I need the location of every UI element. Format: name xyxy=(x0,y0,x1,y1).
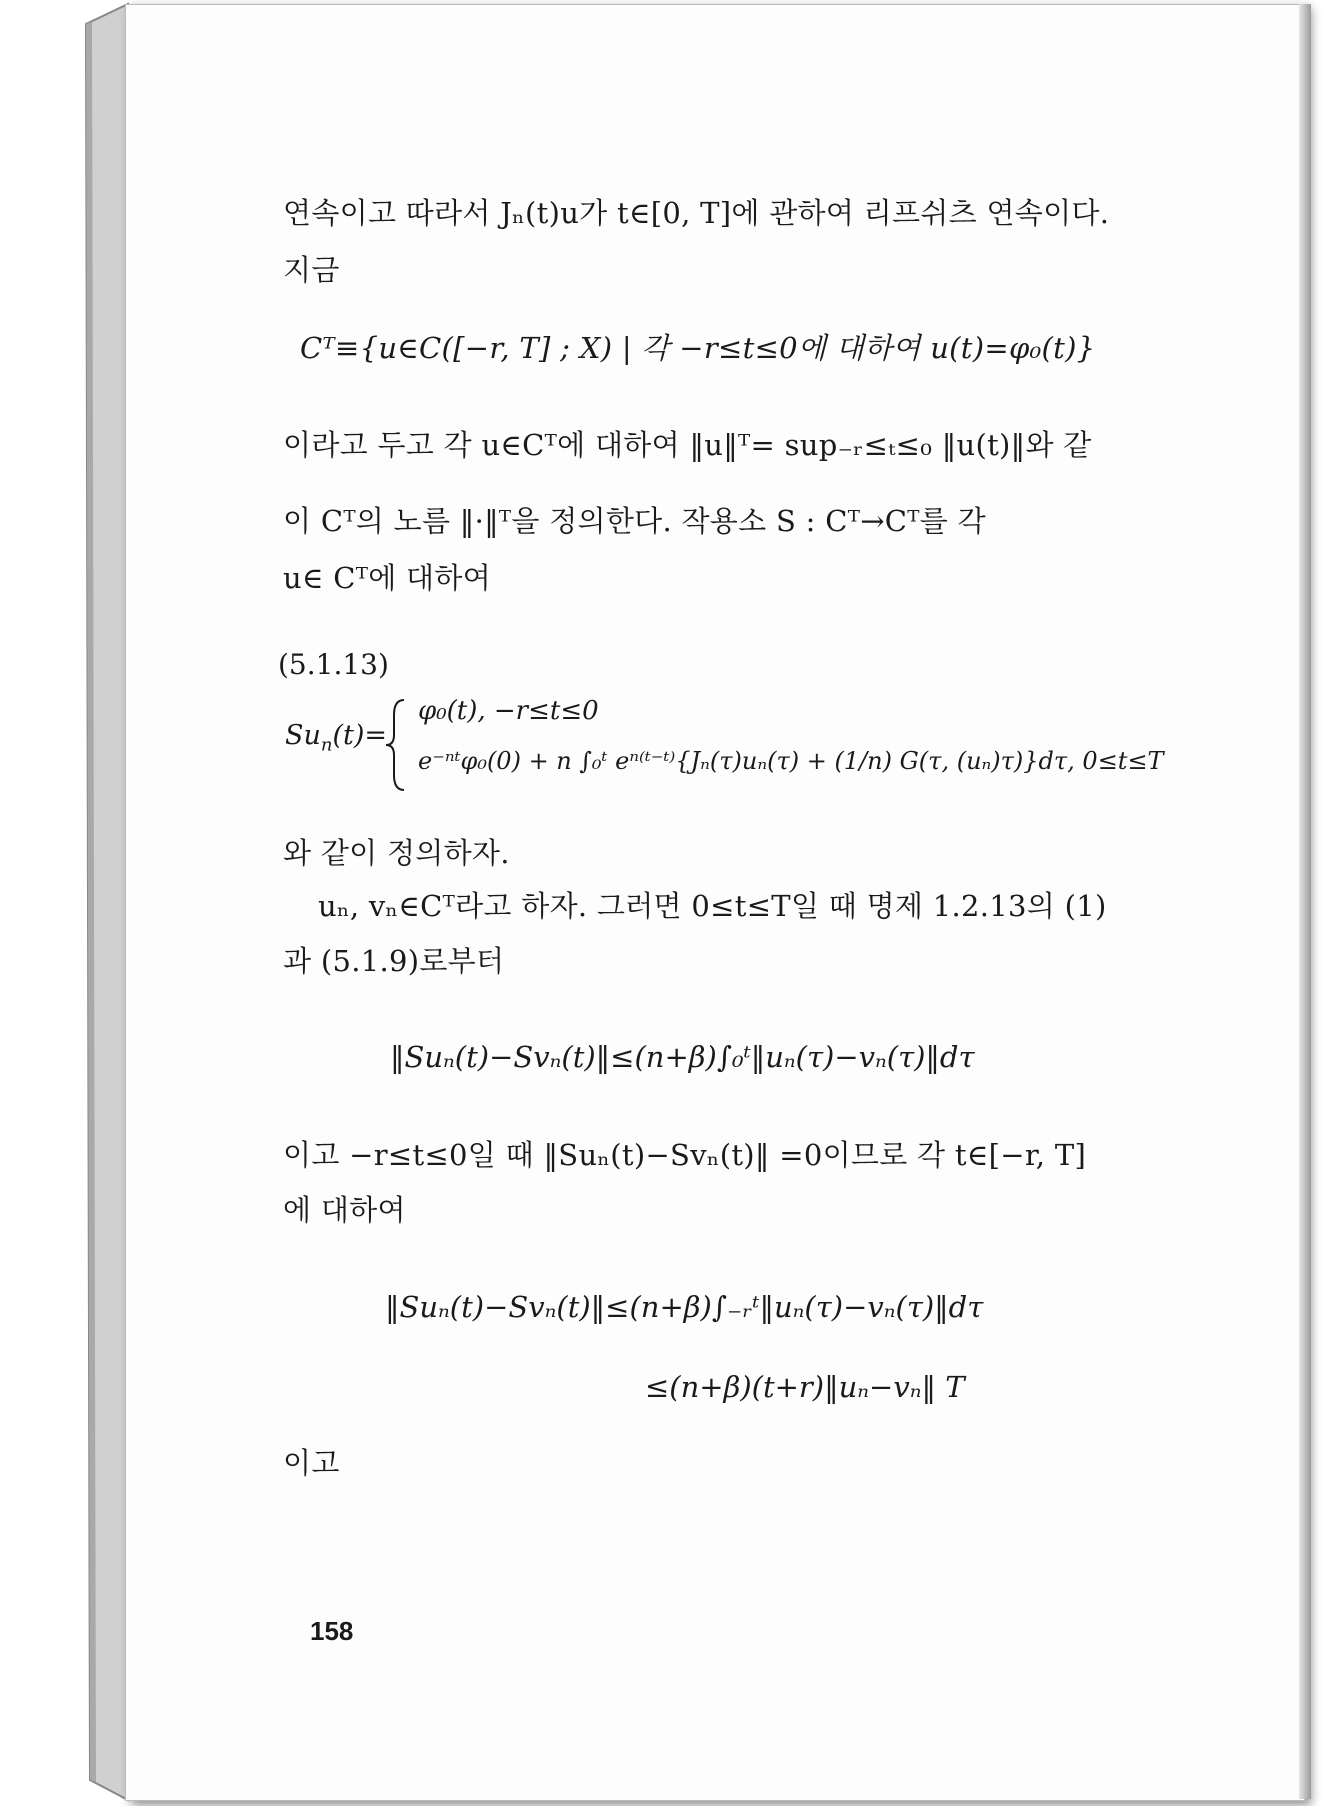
equation-ct-definition: Cᵀ≡{u∈C([−r, T] ; X) | 각 −r≤t≤0에 대하여 u(t)=φ₀(t)} xyxy=(300,331,1096,365)
equation-number: (5.1.13) xyxy=(278,648,389,681)
text-line-11: 이고 xyxy=(283,1446,340,1480)
text-line-7: uₙ, vₙ∈Cᵀ라고 하자. 그러면 0≤t≤T일 때 명제 1.2.13의 (1) xyxy=(318,889,1107,923)
equation-su-case-1: φ₀(t), −r≤t≤0 xyxy=(418,696,599,726)
text-line-2: 지금 xyxy=(283,253,340,287)
equation-inequality-1: ‖Suₙ(t)−Svₙ(t)‖≤(n+β)∫₀ᵗ‖uₙ(τ)−vₙ(τ)‖dτ xyxy=(390,1040,975,1074)
page-number: 158 xyxy=(310,1616,354,1646)
text-line-1: 연속이고 따라서 Jₙ(t)u가 t∈[0, T]에 관하여 리프쉬츠 연속이다. xyxy=(283,196,1110,230)
equation-su-case-2: e⁻ⁿᵗφ₀(0) + n ∫₀ᵗ eⁿ⁽ᵗ⁻ᵗ⁾{Jₙ(τ)uₙ(τ) + (1/n) G(τ, (uₙ)τ)}dτ, 0≤t≤T xyxy=(418,747,1164,775)
text-line-10: 에 대하여 xyxy=(283,1193,406,1227)
text-line-8: 과 (5.1.9)로부터 xyxy=(283,944,505,978)
text-line-6: 와 같이 정의하자. xyxy=(283,836,510,870)
text-line-5: u∈ Cᵀ에 대하여 xyxy=(283,561,492,595)
page-edge-shadow xyxy=(1299,4,1311,1799)
equation-inequality-2a: ‖Suₙ(t)−Svₙ(t)‖≤(n+β)∫₋ᵣᵗ‖uₙ(τ)−vₙ(τ)‖dτ xyxy=(385,1290,984,1324)
equation-su-lhs: $Su_n(t)=$ xyxy=(285,720,388,756)
text-line-9: 이고 −r≤t≤0일 때 ‖Suₙ(t)−Svₙ(t)‖ =0이므로 각 t∈[−r, T] xyxy=(283,1138,1087,1172)
book-spine xyxy=(0,0,130,1806)
text-line-4: 이 Cᵀ의 노름 ‖·‖ᵀ을 정의한다. 작용소 S : Cᵀ→Cᵀ를 각 xyxy=(283,504,986,538)
text-line-3: 이라고 두고 각 u∈Cᵀ에 대하여 ‖u‖ᵀ= sup₋ᵣ≤ₜ≤₀ ‖u(t)‖와 같 xyxy=(283,428,1092,462)
equation-inequality-2b: ≤(n+β)(t+r)‖uₙ−vₙ‖ T xyxy=(645,1370,965,1404)
left-brace xyxy=(382,695,412,795)
